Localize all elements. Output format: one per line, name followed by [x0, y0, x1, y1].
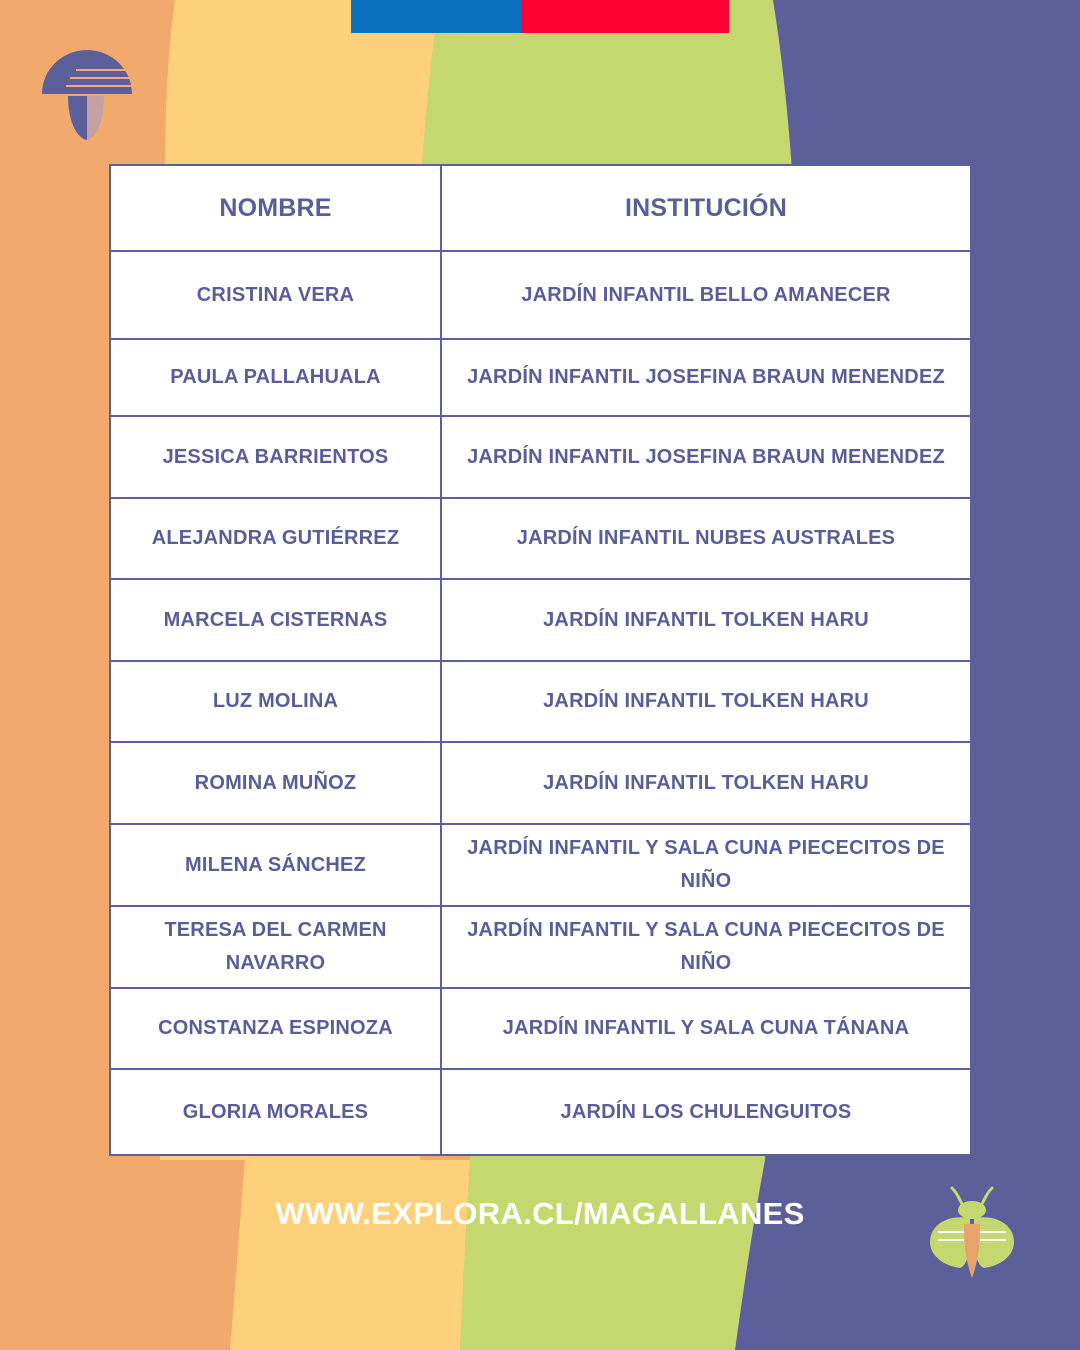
table-row: [110, 579, 971, 661]
cell-nombre: GLORIA MORALES: [110, 1069, 441, 1155]
cell-institucion: JARDÍN INFANTIL Y SALA CUNA PIECECITOS DE NIÑO: [441, 824, 971, 906]
cell-nombre: MILENA SÁNCHEZ: [110, 824, 441, 906]
cell-nombre: PAULA PALLAHUALA: [110, 339, 441, 416]
cell-institucion: JARDÍN INFANTIL Y SALA CUNA PIECECITOS DE NIÑO: [441, 906, 971, 988]
cell-nombre: MARCELA CISTERNAS: [110, 579, 441, 661]
participants-table: [109, 164, 972, 1156]
mushroom-logo-icon: [40, 48, 134, 142]
firefly-bug-icon: [924, 1184, 1020, 1280]
cell-nombre: JESSICA BARRIENTOS: [110, 416, 441, 498]
cell-institucion: JARDÍN INFANTIL JOSEFINA BRAUN MENENDEZ: [441, 416, 971, 498]
table-row: [110, 416, 971, 498]
cell-institucion: JARDÍN LOS CHULENGUITOS: [441, 1069, 971, 1155]
cell-institucion: JARDÍN INFANTIL Y SALA CUNA TÁNANA: [441, 988, 971, 1069]
table-row: [110, 1069, 971, 1155]
participants-table-container: [109, 164, 970, 1156]
cell-nombre: CONSTANZA ESPINOZA: [110, 988, 441, 1069]
header-nombre: NOMBRE: [110, 165, 441, 251]
table-row: [110, 906, 971, 988]
cell-institucion: JARDÍN INFANTIL JOSEFINA BRAUN MENENDEZ: [441, 339, 971, 416]
header-institucion: INSTITUCIÓN: [441, 165, 971, 251]
cell-nombre: TERESA DEL CARMEN NAVARRO: [110, 906, 441, 988]
table-row: [110, 251, 971, 339]
cell-institucion: JARDÍN INFANTIL NUBES AUSTRALES: [441, 498, 971, 579]
flag-blue-stripe: [351, 0, 521, 33]
website-link[interactable]: WWW.EXPLORA.CL/MAGALLANES: [275, 1196, 805, 1231]
cell-institucion: JARDÍN INFANTIL TOLKEN HARU: [441, 579, 971, 661]
flag-red-stripe: [521, 0, 729, 33]
cell-nombre: LUZ MOLINA: [110, 661, 441, 742]
table-row: [110, 339, 971, 416]
cell-nombre: ROMINA MUÑOZ: [110, 742, 441, 824]
table-row: [110, 988, 971, 1069]
table-row: [110, 498, 971, 579]
cell-institucion: JARDÍN INFANTIL TOLKEN HARU: [441, 742, 971, 824]
table-row: [110, 661, 971, 742]
cell-institucion: JARDÍN INFANTIL BELLO AMANECER: [441, 251, 971, 339]
table-row: [110, 824, 971, 906]
table-row: [110, 742, 971, 824]
cell-nombre: CRISTINA VERA: [110, 251, 441, 339]
cell-nombre: ALEJANDRA GUTIÉRREZ: [110, 498, 441, 579]
table-header-row: [110, 165, 971, 251]
cell-institucion: JARDÍN INFANTIL TOLKEN HARU: [441, 661, 971, 742]
